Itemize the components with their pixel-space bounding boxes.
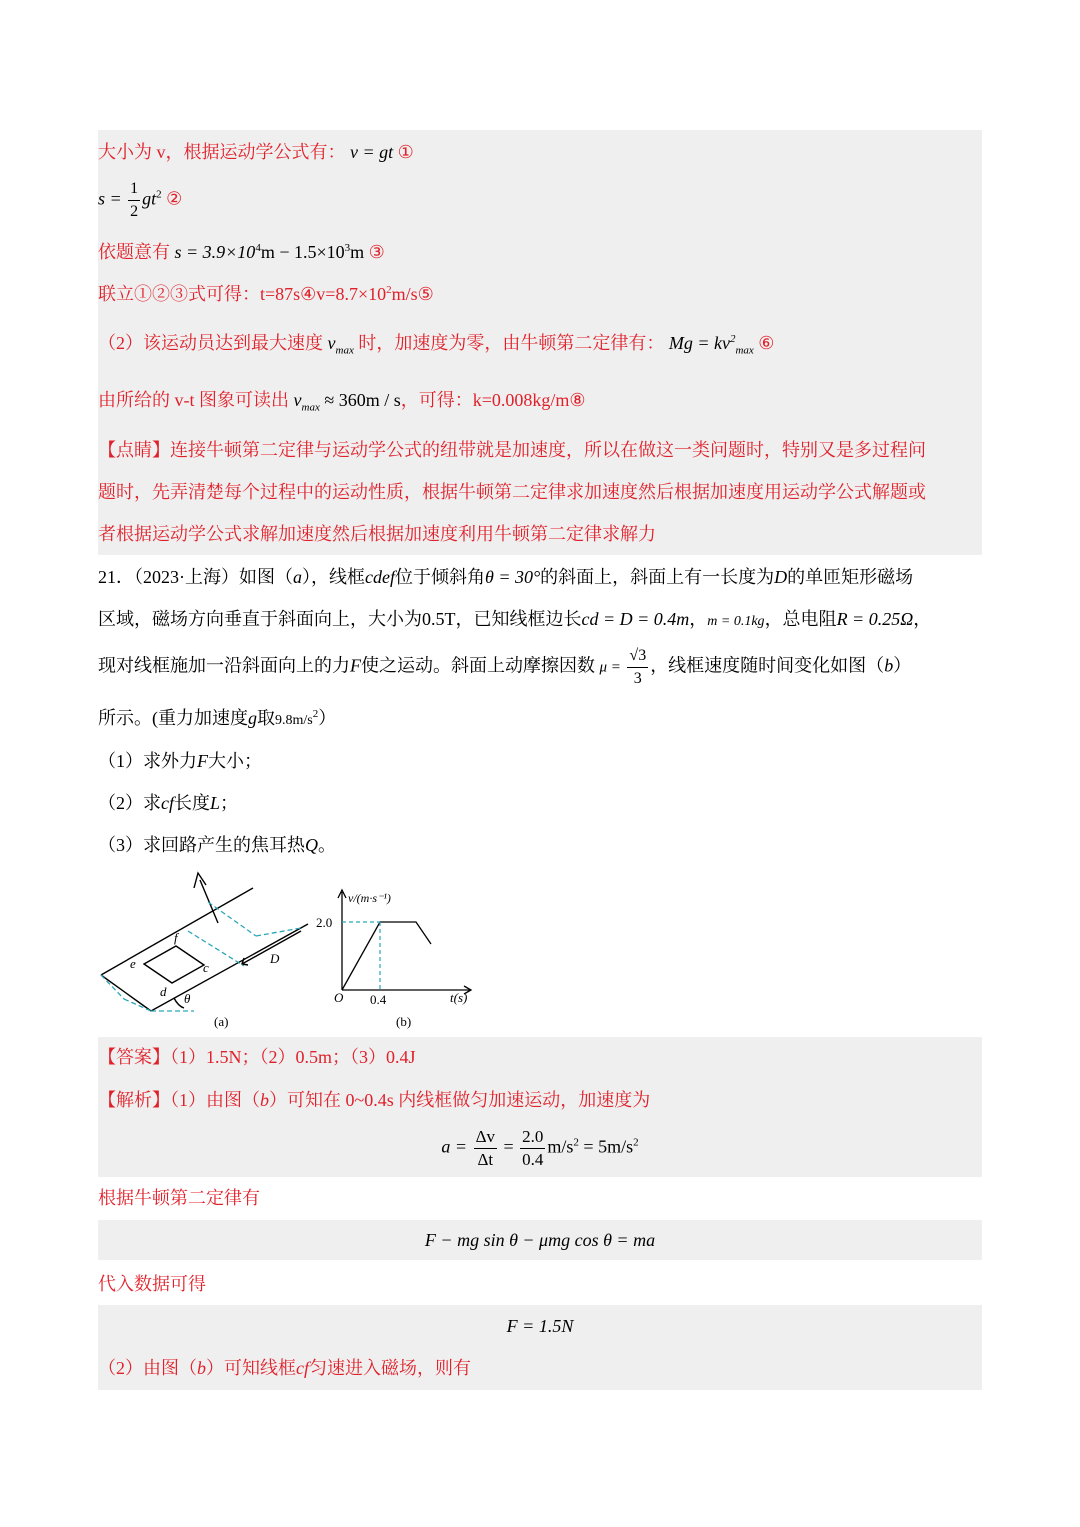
- y-axis-label: v/(m·s⁻¹): [348, 891, 391, 905]
- fraction-mu: $\frac{√3}{3}$: [629, 647, 647, 687]
- wire-frame-cdef: [144, 946, 204, 983]
- subquestion-1: （1）求外力F大小；: [98, 751, 262, 771]
- answer-key: 【答案】（1）1.5N；（2）0.5m；（3）0.4J: [98, 1047, 416, 1067]
- x-tick-0-4: 0.4: [370, 992, 387, 1007]
- equation-acceleration: a = $\frac{\Delta v}{\Delta t}$ = $\frac{2.0}{0.4}$ $m/s^2 = 5m/s^2$: [441, 1127, 639, 1169]
- angle-arc: [174, 998, 184, 1008]
- solution-line-4: 联立①②③式可得：$t=87s④v=8.7\times 10^2m/s⑤$: [98, 284, 434, 304]
- text-substitute: 代入数据可得: [98, 1274, 206, 1294]
- label-e: e: [130, 956, 136, 971]
- label-f: f: [174, 930, 178, 945]
- subquestion-3: （3）求回路产生的焦耳热Q。: [98, 835, 336, 855]
- remark-line-3: 者根据运动学公式求解加速度然后根据加速度利用牛顿第二定律求解力: [98, 524, 656, 544]
- subquestion-2: （2）求cf长度L；: [98, 793, 239, 813]
- solution-line-3: 依题意有 $s = 3.9\times 10^4m - 1.5\times 10^3m$ ③: [98, 242, 385, 262]
- field-boundary-3: [188, 931, 244, 966]
- equation-force-result: F = 1.5N: [506, 1316, 574, 1336]
- label-c: c: [203, 960, 209, 975]
- analysis-line: 【解析】（1）由图（b）可知在 0~0.4s 内线框做匀加速运动，加速度为: [98, 1090, 651, 1110]
- remark-line-1: 【点睛】连接牛顿第二定律与运动学公式的纽带就是加速度，所以在做这一类问题时，特别又是多过程问: [98, 440, 926, 460]
- solution-line-6: 由所给的 v-t 图象可读出 $v_{max} \approx 360m / s$，可得：k=0.008kg/m⑧: [98, 390, 586, 414]
- remark-line-2: 题时，先弄清楚每个过程中的运动性质，根据牛顿第二定律求加速度然后根据加速度用运动学公式解题或: [98, 482, 926, 502]
- problem-line-2: 区域，磁场方向垂直于斜面向上，大小为0.5T，已知线框边长cd = D = 0.4m，m = 0.1kg，总电阻R = 0.25Ω，: [98, 609, 932, 629]
- base-dash-left: [101, 975, 124, 999]
- problem-line-4: 所示。(重力加速度g取$9.8m/s^2$）: [98, 708, 337, 728]
- field-boundary-1: [208, 902, 256, 936]
- problem-line-3: 现对线框施加一沿斜面向上的力F使之运动。斜面上动摩擦因数 μ = $\frac{√3}{3}$ ，线框速度随时间变化如图（b）: [98, 645, 911, 690]
- solution-line-2: s = $\frac{1}{2}$ $gt^2$ ②: [98, 178, 182, 223]
- figure-a-caption: (a): [214, 1014, 229, 1029]
- problem-line-1: 21．（2023·上海）如图（a），线框cdef位于倾斜角θ = 30°的斜面上，斜面上有一长度为D的单匝矩形磁场: [98, 567, 914, 587]
- part-2-line: （2）由图（b）可知线框cf匀速进入磁场，则有: [98, 1358, 471, 1378]
- fraction-values: $\frac{2.0}{0.4}$: [522, 1127, 544, 1169]
- equation-force-balance: F − mg sin θ − μmg cos θ = ma: [424, 1230, 656, 1250]
- x-axis-label: t(s): [450, 990, 468, 1005]
- figure-b-caption: (b): [396, 1014, 412, 1029]
- fraction-half: $\frac{1}{2}$: [130, 180, 139, 220]
- label-D: D: [270, 951, 280, 966]
- label-d: d: [160, 984, 167, 999]
- y-tick-2-0: 2.0: [316, 915, 333, 930]
- velocity-curve: [342, 922, 431, 990]
- solution-line-5: （2）该运动员达到最大速度 $v_{max}$ 时，加速度为零，由牛顿第二定律有： $Mg = kv^2_{max}$ ⑥: [98, 333, 775, 357]
- origin-label: O: [334, 990, 344, 1005]
- label-theta: θ: [184, 991, 191, 1006]
- solution-line-1: 大小为 v，根据运动学公式有： v = gt ①: [98, 142, 414, 162]
- incline-left-edge: [101, 975, 151, 1011]
- fraction-dv-dt: $\frac{\Delta v}{\Delta t}$: [475, 1127, 495, 1169]
- figure-a-incline-diagram: [96, 868, 316, 1033]
- text-newton-law: 根据牛顿第二定律有: [98, 1188, 260, 1208]
- figure-b-vt-graph: [310, 880, 480, 1032]
